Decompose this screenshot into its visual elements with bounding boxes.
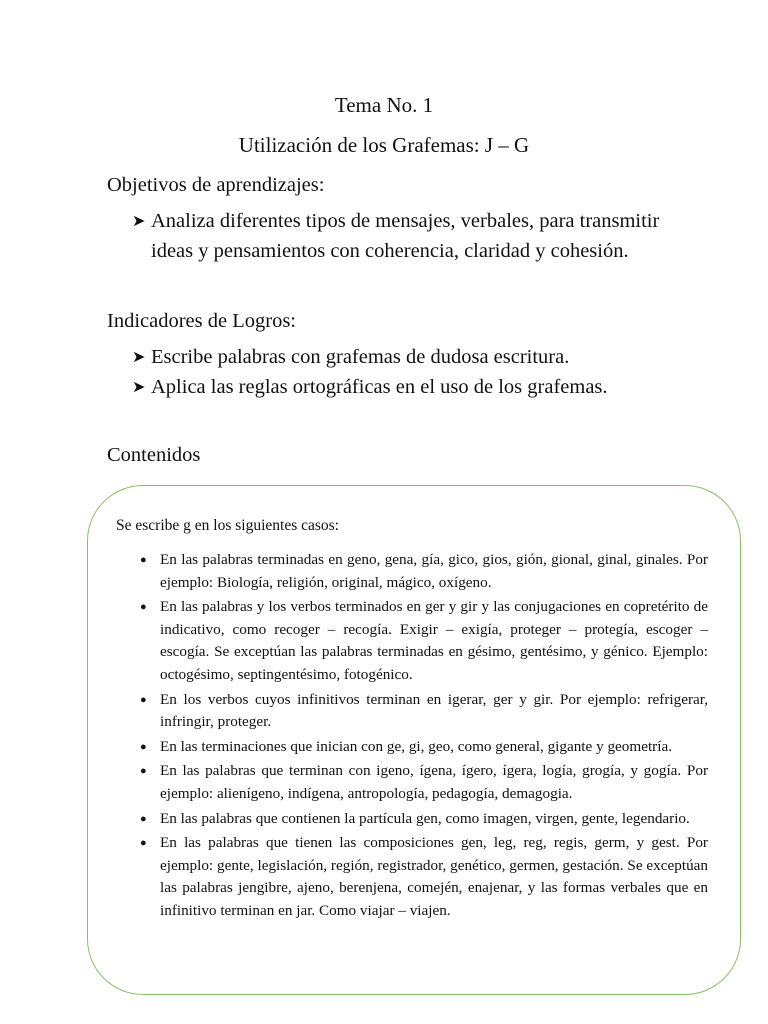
rule-item [140,689,708,734]
rule-text: En las terminaciones que inician con ge, gi, geo, como general, gigante y geometría. [160,737,672,755]
indicadores-list [132,343,672,402]
rule-item [140,832,708,922]
indicador-text: Aplica las reglas ortográficas en el uso de los grafemas. [151,375,608,398]
rule-text: En las palabras que terminan con igeno, ígena, ígero, ígera, logía, grogía, y gogía. Por ejemplo: alienígeno, indígena, antropología, pedagogía, demagogia. [160,762,708,802]
rule-item [140,596,708,686]
round-bullet-icon: ● [140,812,147,825]
objetivo-text: Analiza diferentes tipos de mensajes, verbales, para transmitir ideas y pensamientos con coherencia, claridad y cohesión. [151,210,660,262]
arrow-bullet-icon: ➤ [132,213,146,230]
rule-text: En los verbos cuyos infinitivos terminan en igerar, ger y gir. Por ejemplo: refrigerar, infringir, proteger. [160,690,708,731]
topic-title: Tema No. 1 [334,93,434,117]
indicadores-heading: Indicadores de Logros: [107,310,296,332]
round-bullet-icon: ● [140,693,147,706]
indicador-item [132,343,672,373]
round-bullet-icon: ● [140,837,147,850]
rule-item [140,760,708,805]
rule-item [140,549,708,594]
indicador-text: Escribe palabras con grafemas de dudosa escritura. [151,346,570,368]
rule-item [140,736,708,759]
indicador-item [132,373,672,403]
contenidos-heading: Contenidos [107,444,201,466]
rule-text: En las palabras terminadas en geno, gena, gía, gico, gios, gión, gional, ginal, ginales. Por ejemplo: Biología, religión, original, mágico, oxígeno. [160,551,708,591]
objetivo-item [132,207,672,266]
box-intro: Se escribe g en los siguientes casos: [116,517,339,534]
round-bullet-icon: ● [140,554,147,566]
arrow-bullet-icon: ➤ [132,378,146,396]
topic-subtitle: Utilización de los Grafemas: J – G [238,133,530,157]
objetivos-list [132,207,672,266]
round-bullet-icon: ● [140,740,147,753]
rule-text: En las palabras que tienen las composiciones gen, leg, reg, regis, germ, y gest. Por ejemplo: gente, legislación, región, registrador, genético, germen, gestación. Se exceptúan las palabras jengibre, ajeno, berenjena, comején, enajenar, y las formas verbales que en infinitivo terminan en jar. Como viajar – viajen. [160,834,708,919]
rules-list [140,549,708,925]
round-bullet-icon: ● [140,765,147,778]
rule-text: En las palabras que contienen la partícula gen, como imagen, virgen, gente, legendario. [160,809,690,827]
rule-text: En las palabras y los verbos terminados en ger y gir y las conjugaciones en copretérito de indicativo, como recoger – recogía. Exigir – exigía, proteger – protegía, escoger – escogía. Se exceptúan las palabras terminadas en gésimo, gentésimo, y génico. Ejemplo: octogésimo, septingentésimo, fotogénico. [160,598,708,683]
rule-item [140,808,708,831]
arrow-bullet-icon: ➤ [132,349,146,366]
objetivos-heading: Objetivos de aprendizajes: [107,174,325,196]
round-bullet-icon: ● [140,601,147,614]
